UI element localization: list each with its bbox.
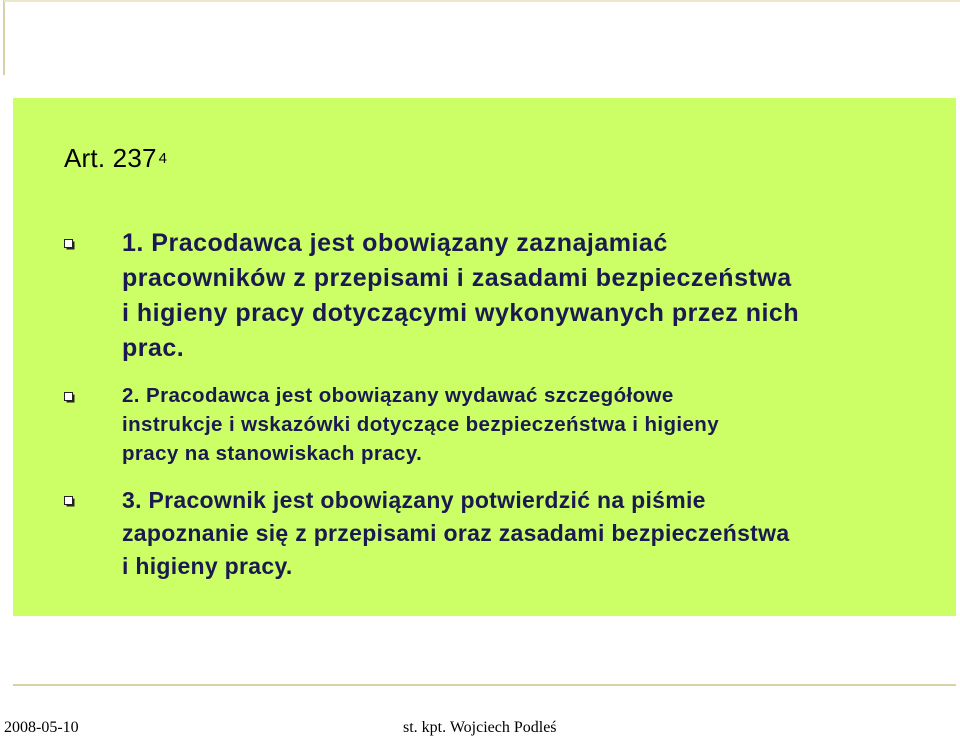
paragraph-2 <box>122 381 952 468</box>
paragraph-3 <box>122 484 952 583</box>
paragraph-2-line-3: pracy na stanowiskach pracy. <box>122 442 423 465</box>
square-bullet-icon <box>64 496 75 507</box>
footer-rule <box>13 684 956 686</box>
square-bullet-icon <box>64 239 75 250</box>
paragraph-3-line-2: zapoznanie się z przepisami oraz zasadami bezpieczeństwa <box>122 520 790 546</box>
corner-vertical-rule <box>3 0 5 75</box>
paragraph-1-line-1: 1. Pracodawca jest obowiązany zaznajamiać <box>122 229 668 257</box>
paragraph-2-line-1: 2. Pracodawca jest obowiązany wydawać szczegółowe <box>122 384 674 407</box>
paragraph-1 <box>122 226 952 366</box>
paragraph-2-line-2: instrukcje i wskazówki dotyczące bezpieczeństwa i higieny <box>122 413 719 436</box>
paragraph-3-line-1: 3. Pracownik jest obowiązany potwierdzić na piśmie <box>122 487 706 513</box>
paragraph-1-line-2: pracowników z przepisami i zasadami bezpieczeństwa <box>122 264 792 292</box>
article-title-text: Art. 237 <box>64 143 157 173</box>
footer-author: st. kpt. Wojciech Podleś <box>403 719 557 736</box>
footer-date: 2008-05-10 <box>4 719 79 736</box>
paragraph-3-line-3: i higieny pracy. <box>122 553 293 579</box>
square-bullet-icon <box>64 392 75 403</box>
article-title <box>64 143 167 174</box>
paragraph-1-line-4: prac. <box>122 334 185 362</box>
corner-horizontal-rule <box>4 0 960 2</box>
paragraph-1-line-3: i higieny pracy dotyczącymi wykonywanych przez nich <box>122 299 800 327</box>
article-title-superscript: 4 <box>158 150 168 167</box>
